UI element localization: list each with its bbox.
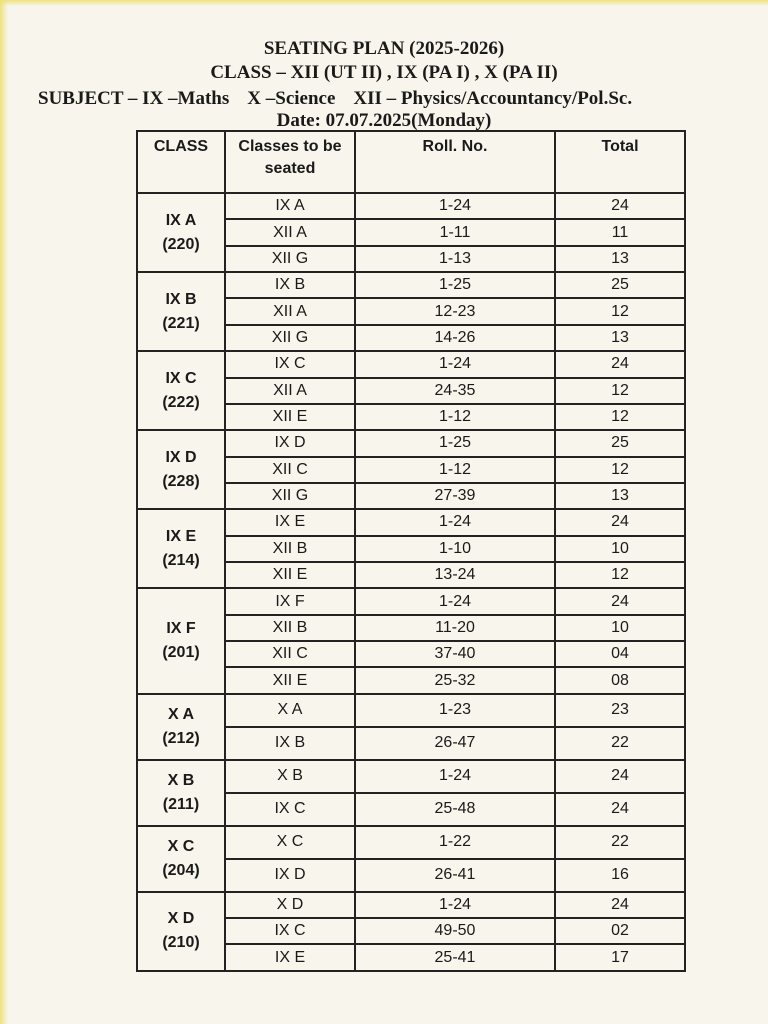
room-cell — [137, 760, 225, 826]
total-cell: 10 — [555, 536, 685, 562]
room-name: IX F — [166, 620, 196, 638]
roll-number-cell: 26-41 — [355, 859, 555, 892]
total-cell: 22 — [555, 727, 685, 760]
total-cell: 13 — [555, 483, 685, 509]
room-name: X A — [167, 705, 195, 723]
seated-class-cell: XII B — [225, 536, 355, 562]
seated-class-cell: X B — [225, 760, 355, 793]
seated-class-cell: IX C — [225, 351, 355, 377]
roll-number-cell: 25-41 — [355, 944, 555, 971]
total-cell: 16 — [555, 859, 685, 892]
room-cell — [137, 509, 225, 588]
total-cell: 24 — [555, 588, 685, 614]
table-row — [137, 694, 685, 727]
seated-class-cell: XII C — [225, 641, 355, 667]
header-roll-no: Roll. No. — [355, 131, 555, 193]
seated-class-cell: X D — [225, 892, 355, 918]
roll-number-cell: 11-20 — [355, 615, 555, 641]
roll-number-cell: 12-23 — [355, 298, 555, 324]
table-row — [137, 509, 685, 535]
seated-class-cell: IX B — [225, 272, 355, 298]
room-cell — [137, 826, 225, 892]
roll-number-cell: 25-48 — [355, 793, 555, 826]
seated-class-cell: XII B — [225, 615, 355, 641]
total-cell: 24 — [555, 193, 685, 219]
roll-number-cell: 1-10 — [355, 536, 555, 562]
seated-class-cell: IX C — [225, 918, 355, 944]
total-cell: 24 — [555, 509, 685, 535]
roll-number-cell: 1-24 — [355, 892, 555, 918]
seated-class-cell: IX E — [225, 509, 355, 535]
seated-class-cell: XII E — [225, 404, 355, 430]
total-cell: 24 — [555, 793, 685, 826]
date-line: Date: 07.07.2025(Monday) — [276, 110, 492, 131]
roll-number-cell: 1-12 — [355, 404, 555, 430]
table-row — [137, 272, 685, 298]
room-cell — [137, 892, 225, 971]
room-name: X D — [167, 910, 195, 928]
table-row — [137, 892, 685, 918]
room-cell — [137, 193, 225, 272]
roll-number-cell: 1-24 — [355, 588, 555, 614]
table-row — [137, 760, 685, 793]
roll-number-cell: 24-35 — [355, 378, 555, 404]
total-cell: 24 — [555, 760, 685, 793]
document-title: SEATING PLAN (2025-2026) — [263, 38, 505, 59]
seated-class-cell: IX D — [225, 859, 355, 892]
subject-x: X –Science — [247, 88, 336, 109]
seated-class-cell: XII G — [225, 246, 355, 272]
total-cell: 12 — [555, 457, 685, 483]
room-name: IX A — [165, 211, 197, 229]
total-cell: 12 — [555, 298, 685, 324]
roll-number-cell: 1-25 — [355, 430, 555, 456]
total-cell: 25 — [555, 272, 685, 298]
total-cell: 24 — [555, 892, 685, 918]
room-number: (220) — [162, 235, 200, 253]
table-row — [137, 351, 685, 377]
seated-class-cell: XII A — [225, 378, 355, 404]
seated-class-cell: IX F — [225, 588, 355, 614]
room-cell — [137, 351, 225, 430]
table-row — [137, 826, 685, 859]
room-number: (210) — [162, 934, 200, 952]
room-number: (228) — [162, 472, 200, 490]
room-number: (222) — [162, 393, 200, 411]
room-cell — [137, 588, 225, 693]
roll-number-cell: 37-40 — [355, 641, 555, 667]
total-cell: 02 — [555, 918, 685, 944]
room-number: (201) — [162, 644, 200, 662]
total-cell: 24 — [555, 351, 685, 377]
seated-class-cell: XII A — [225, 219, 355, 245]
total-cell: 10 — [555, 615, 685, 641]
subject-xii: XII – Physics/Accountancy/Pol.Sc. — [353, 88, 633, 109]
roll-number-cell: 1-23 — [355, 694, 555, 727]
roll-number-cell: 14-26 — [355, 325, 555, 351]
total-cell: 13 — [555, 325, 685, 351]
room-name: IX B — [165, 290, 197, 308]
seated-class-cell: XII C — [225, 457, 355, 483]
total-cell: 13 — [555, 246, 685, 272]
roll-number-cell: 26-47 — [355, 727, 555, 760]
subject-ix: SUBJECT – IX –Maths — [38, 88, 230, 109]
seated-class-cell: XII G — [225, 483, 355, 509]
room-name: IX C — [165, 369, 197, 387]
total-cell: 22 — [555, 826, 685, 859]
total-cell: 04 — [555, 641, 685, 667]
total-cell: 25 — [555, 430, 685, 456]
total-cell: 12 — [555, 378, 685, 404]
table-row — [137, 588, 685, 614]
seated-class-cell: IX B — [225, 727, 355, 760]
roll-number-cell: 25-32 — [355, 667, 555, 693]
room-name: X C — [167, 837, 195, 855]
room-number: (214) — [162, 551, 200, 569]
total-cell: 08 — [555, 667, 685, 693]
seated-class-cell: IX C — [225, 793, 355, 826]
seated-class-cell: XII E — [225, 667, 355, 693]
roll-number-cell: 1-22 — [355, 826, 555, 859]
seated-class-cell: IX A — [225, 193, 355, 219]
room-name: IX D — [165, 448, 197, 466]
room-cell — [137, 272, 225, 351]
class-line: CLASS – XII (UT II) , IX (PA I) , X (PA II) — [210, 62, 558, 83]
paper-edge-left — [0, 0, 8, 1024]
seated-class-cell: XII E — [225, 562, 355, 588]
room-cell — [137, 430, 225, 509]
room-number: (211) — [162, 795, 200, 813]
roll-number-cell: 1-24 — [355, 760, 555, 793]
roll-number-cell: 27-39 — [355, 483, 555, 509]
roll-number-cell: 1-11 — [355, 219, 555, 245]
total-cell: 12 — [555, 404, 685, 430]
header-classes-seated: Classes to be seated — [225, 131, 355, 193]
roll-number-cell: 1-24 — [355, 351, 555, 377]
roll-number-cell: 1-24 — [355, 193, 555, 219]
seated-class-cell: XII A — [225, 298, 355, 324]
seated-class-cell: IX E — [225, 944, 355, 971]
roll-number-cell: 1-12 — [355, 457, 555, 483]
seated-class-cell: IX D — [225, 430, 355, 456]
roll-number-cell: 1-24 — [355, 509, 555, 535]
seating-table — [136, 130, 686, 972]
room-cell — [137, 694, 225, 760]
subject-line — [38, 88, 632, 110]
room-name: IX E — [165, 527, 197, 545]
header-class: CLASS — [137, 131, 225, 193]
table-header-row — [137, 131, 685, 193]
table-row — [137, 193, 685, 219]
table-body — [137, 193, 685, 971]
roll-number-cell: 1-25 — [355, 272, 555, 298]
room-name: X B — [167, 771, 195, 789]
total-cell: 23 — [555, 694, 685, 727]
roll-number-cell: 1-13 — [355, 246, 555, 272]
total-cell: 17 — [555, 944, 685, 971]
header-total: Total — [555, 131, 685, 193]
room-number: (204) — [162, 861, 200, 879]
total-cell: 11 — [555, 219, 685, 245]
paper-edge-top — [0, 0, 768, 6]
room-number: (212) — [162, 729, 200, 747]
seated-class-cell: XII G — [225, 325, 355, 351]
room-number: (221) — [162, 314, 200, 332]
roll-number-cell: 13-24 — [355, 562, 555, 588]
roll-number-cell: 49-50 — [355, 918, 555, 944]
total-cell: 12 — [555, 562, 685, 588]
seated-class-cell: X C — [225, 826, 355, 859]
table-row — [137, 430, 685, 456]
seated-class-cell: X A — [225, 694, 355, 727]
